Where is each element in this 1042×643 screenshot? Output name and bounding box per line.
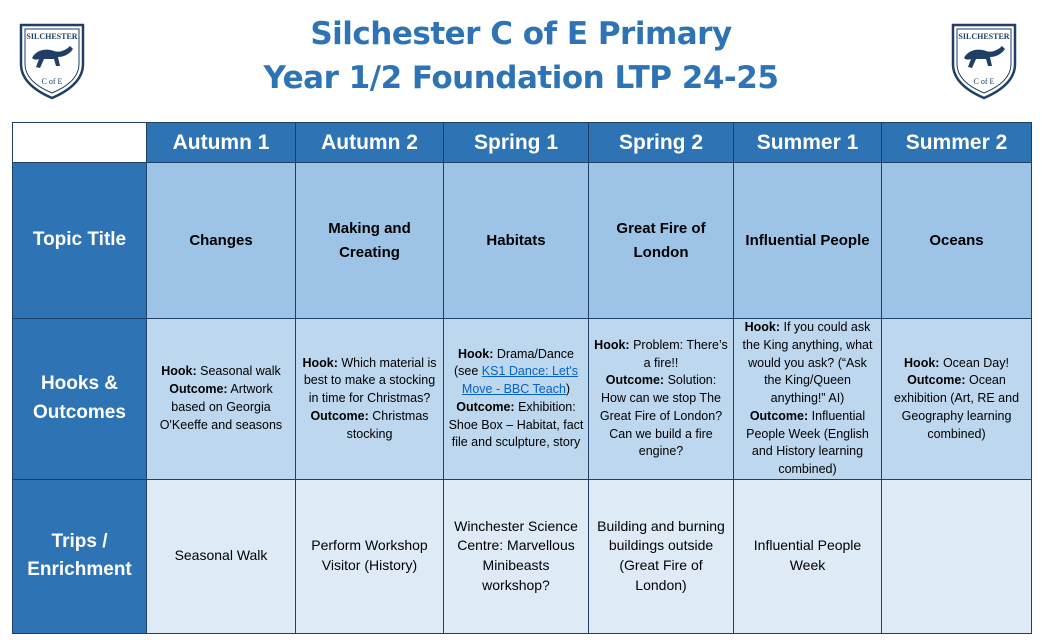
topic-cell: Influential People [734,163,882,319]
row-header-line: Outcomes [33,401,126,423]
outcome-text: Influential People Week (English and History learning combined) [746,408,869,476]
column-header-summer-2: Summer 2 [882,123,1032,163]
outcome-label: Outcome: [907,373,966,388]
hook-label: Hook: [302,355,338,370]
trips-cell: Perform Workshop Visitor (History) [296,479,444,633]
outcome-label: Outcome: [605,373,665,388]
trips-enrichment-row [13,479,1032,633]
outcome-text: Solution: How can we stop The Great Fire of London? Can we build a fire engine? [599,373,723,459]
topic-cell: Making and Creating [296,163,444,319]
crest-top-text: SILCHESTER [958,32,1010,41]
hooks-outcomes-row [13,319,1032,480]
hook-text-end: ) [565,382,571,397]
row-header-line: Hooks & [40,373,119,395]
trips-cell [882,479,1032,633]
corner-cell [13,123,147,163]
row-header-topic-title: Topic Title [13,163,147,319]
hook-text: Which material is best to make a stocking in time for Christmas? [303,355,437,405]
page-title: Silchester C of E Primary [310,16,732,52]
hook-text: If you could ask the King anything, what would you ask? (“Ask the King/Queen anything!” AI) [742,320,873,405]
hook-text: Seasonal walk [200,364,281,379]
column-header-spring-2: Spring 2 [589,123,734,163]
topic-cell: Oceans [882,163,1032,319]
hooks-cell-spring-2 [589,319,734,480]
hook-label: Hook: [744,320,781,334]
outcome-label: Outcome: [456,399,515,414]
trips-cell: Winchester Science Centre: Marvellous Minibeasts workshop? [444,479,589,633]
page-subtitle: Year 1/2 Foundation LTP 24-25 [263,60,779,96]
outcome-label: Outcome: [169,382,228,397]
header-row [13,123,1032,163]
column-header-autumn-1: Autumn 1 [147,123,296,163]
hook-text: Ocean Day! [942,355,1009,370]
column-header-spring-1: Spring 1 [444,123,589,163]
hook-label: Hook: [457,346,494,361]
outcome-text: Ocean exhibition (Art, RE and Geography learning combined) [893,373,1020,441]
hooks-cell-autumn-2 [296,319,444,480]
topic-cell: Great Fire of London [589,163,734,319]
trips-cell: Influential People Week [734,479,882,633]
topic-cell: Changes [147,163,296,319]
hooks-cell-autumn-1 [147,319,296,480]
row-header-line: Trips / [51,530,108,552]
hook-text: Problem: There’s a fire!! [633,337,728,370]
row-header-line: Enrichment [27,559,132,581]
outcome-label: Outcome: [749,408,809,423]
crest-bottom-text: C of E [973,77,995,86]
column-header-autumn-2: Autumn 2 [296,123,444,163]
hooks-cell-summer-1 [734,319,882,480]
crest-top-text: SILCHESTER [26,32,78,41]
outcome-text: Exhibition: Shoe Box – Habitat, fact file and sculpture, story [448,399,584,450]
hooks-cell-spring-1 [444,319,589,480]
long-term-plan-table [12,122,1032,634]
outcome-text: Christmas stocking [346,408,429,441]
row-header-hooks-outcomes [13,319,147,480]
topic-title-row [13,163,1032,319]
outcome-label: Outcome: [310,408,369,423]
outcome-text: Artwork based on Georgia O'Keeffe and seasons [159,382,283,432]
bbc-teach-dance-link[interactable]: KS1 Dance: Let's Move - BBC Teach [461,364,578,397]
hook-text: Drama/Dance (see [454,346,575,379]
trips-cell: Building and burning buildings outside (Great Fire of London) [589,479,734,633]
hook-label: Hook: [594,337,630,352]
crest-bottom-text: C of E [41,77,63,86]
hook-label: Hook: [904,355,940,370]
hooks-cell-summer-2 [882,319,1032,480]
column-header-summer-1: Summer 1 [734,123,882,163]
topic-cell: Habitats [444,163,589,319]
row-header-trips-enrichment [13,479,147,633]
trips-cell: Seasonal Walk [147,479,296,633]
hook-label: Hook: [161,364,197,379]
